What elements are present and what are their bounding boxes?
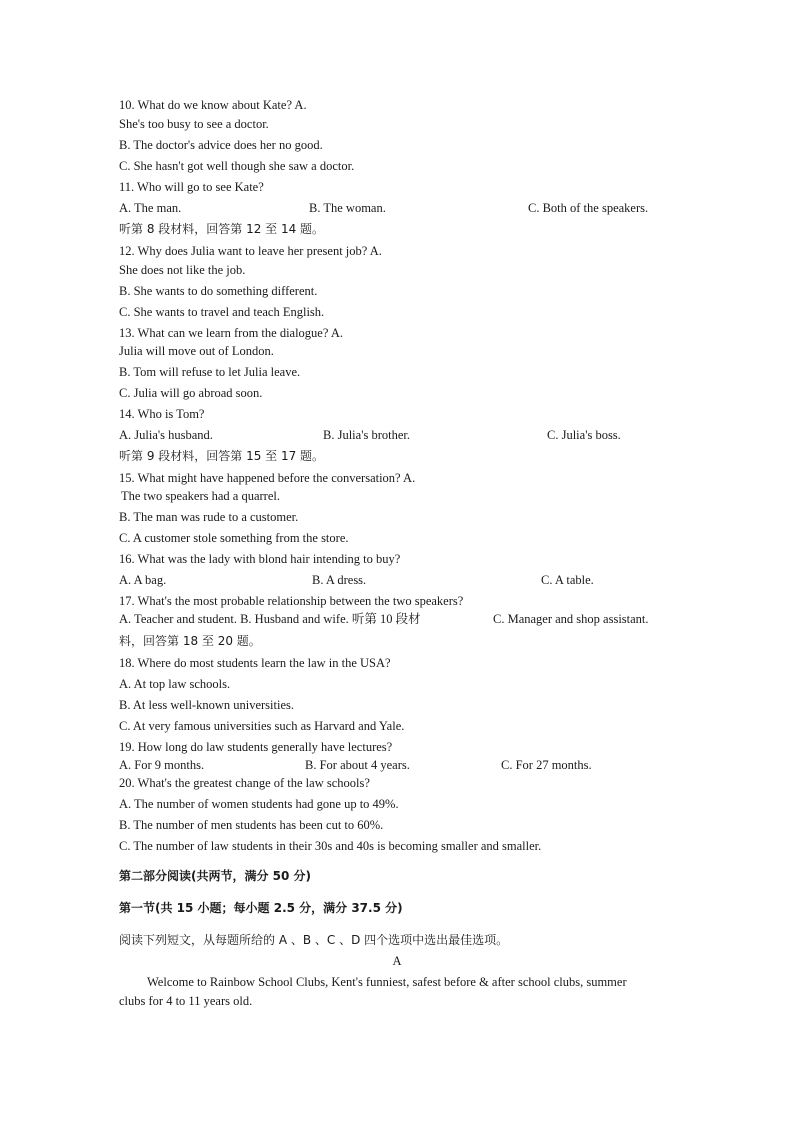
passage-label: A — [392, 954, 402, 968]
q14-option-a: A. Julia's husband. — [119, 428, 213, 442]
q12-stem: 12. Why does Julia want to leave her present job? A. — [119, 244, 382, 258]
reading-instruction: 阅读下列短文，从每题所给的 A 、B 、C 、D 四个选项中选出最佳选项。 — [119, 933, 509, 947]
q17-stem: 17. What's the most probable relationship between the two speakers? — [119, 594, 464, 608]
q19-option-a: A. For 9 months. — [119, 758, 205, 772]
q13-option-b: B. Tom will refuse to let Julia leave. — [119, 365, 301, 379]
q15-option-b: B. The man was rude to a customer. — [119, 510, 299, 524]
q18-option-c: C. At very famous universities such as Harvard and Yale. — [119, 719, 405, 733]
q11-stem: 11. Who will go to see Kate? — [119, 180, 264, 194]
q16-option-c: C. A table. — [541, 573, 594, 587]
q10-option-c: C. She hasn't got well though she saw a doctor. — [119, 159, 355, 173]
q15-stem: 15. What might have happened before the conversation? A. — [119, 471, 416, 485]
passage-a-line-1: Welcome to Rainbow School Clubs, Kent's funniest, safest before & after school clubs, summer — [147, 975, 627, 989]
q20-option-c: C. The number of law students in their 30s and 40s is becoming smaller and smaller. — [119, 839, 542, 853]
q11-option-b: B. The woman. — [309, 201, 386, 215]
q19-option-c: C. For 27 months. — [501, 758, 592, 772]
q15-option-c: C. A customer stole something from the store. — [119, 531, 349, 545]
q16-option-b: B. A dress. — [312, 573, 367, 587]
q19-option-b: B. For about 4 years. — [305, 758, 410, 772]
listening-instruction-9: 听第 9 段材料，回答第 15 至 17 题。 — [119, 449, 325, 463]
q17-option-c: C. Manager and shop assistant. — [493, 612, 649, 626]
q11-option-c: C. Both of the speakers. — [528, 201, 649, 215]
q12-option-b: B. She wants to do something different. — [119, 284, 318, 298]
q16-stem: 16. What was the lady with blond hair intending to buy? — [119, 552, 401, 566]
q12-option-a: She does not like the job. — [119, 263, 246, 277]
q19-stem: 19. How long do law students generally have lectures? — [119, 740, 393, 754]
q13-option-c: C. Julia will go abroad soon. — [119, 386, 263, 400]
q10-option-a: She's too busy to see a doctor. — [119, 117, 269, 131]
q18-stem: 18. Where do most students learn the law in the USA? — [119, 656, 391, 670]
q18-option-b: B. At less well-known universities. — [119, 698, 294, 712]
q15-option-a: The two speakers had a quarrel. — [121, 489, 280, 503]
q11-option-a: A. The man. — [119, 201, 182, 215]
part2-heading: 第二部分阅读(共两节，满分 50 分) — [119, 869, 312, 883]
q16-option-a: A. A bag. — [119, 573, 167, 587]
q18-option-a: A. At top law schools. — [119, 677, 231, 691]
q20-option-a: A. The number of women students had gone up to 49%. — [119, 797, 399, 811]
q10-option-b: B. The doctor's advice does her no good. — [119, 138, 323, 152]
q14-stem: 14. Who is Tom? — [119, 407, 205, 421]
q14-option-c: C. Julia's boss. — [547, 428, 621, 442]
q13-stem: 13. What can we learn from the dialogue? A. — [119, 326, 343, 340]
passage-a-line-2: clubs for 4 to 11 years old. — [119, 994, 253, 1008]
q12-option-c: C. She wants to travel and teach English. — [119, 305, 325, 319]
q10-stem: 10. What do we know about Kate? A. — [119, 98, 307, 112]
q13-option-a: Julia will move out of London. — [119, 344, 274, 358]
listening-instruction-8: 听第 8 段材料，回答第 12 至 14 题。 — [119, 222, 325, 236]
listening-instruction-10-end: 料，回答第 18 至 20 题。 — [119, 634, 261, 648]
q14-option-b: B. Julia's brother. — [323, 428, 410, 442]
q17-options-ab-and-instruction: A. Teacher and student. B. Husband and wife. 听第 10 段材 — [119, 612, 421, 626]
q20-stem: 20. What's the greatest change of the law schools? — [119, 776, 370, 790]
part2-section1-heading: 第一节(共 15 小题；每小题 2.5 分，满分 37.5 分) — [119, 901, 403, 915]
q20-option-b: B. The number of men students has been cut to 60%. — [119, 818, 384, 832]
